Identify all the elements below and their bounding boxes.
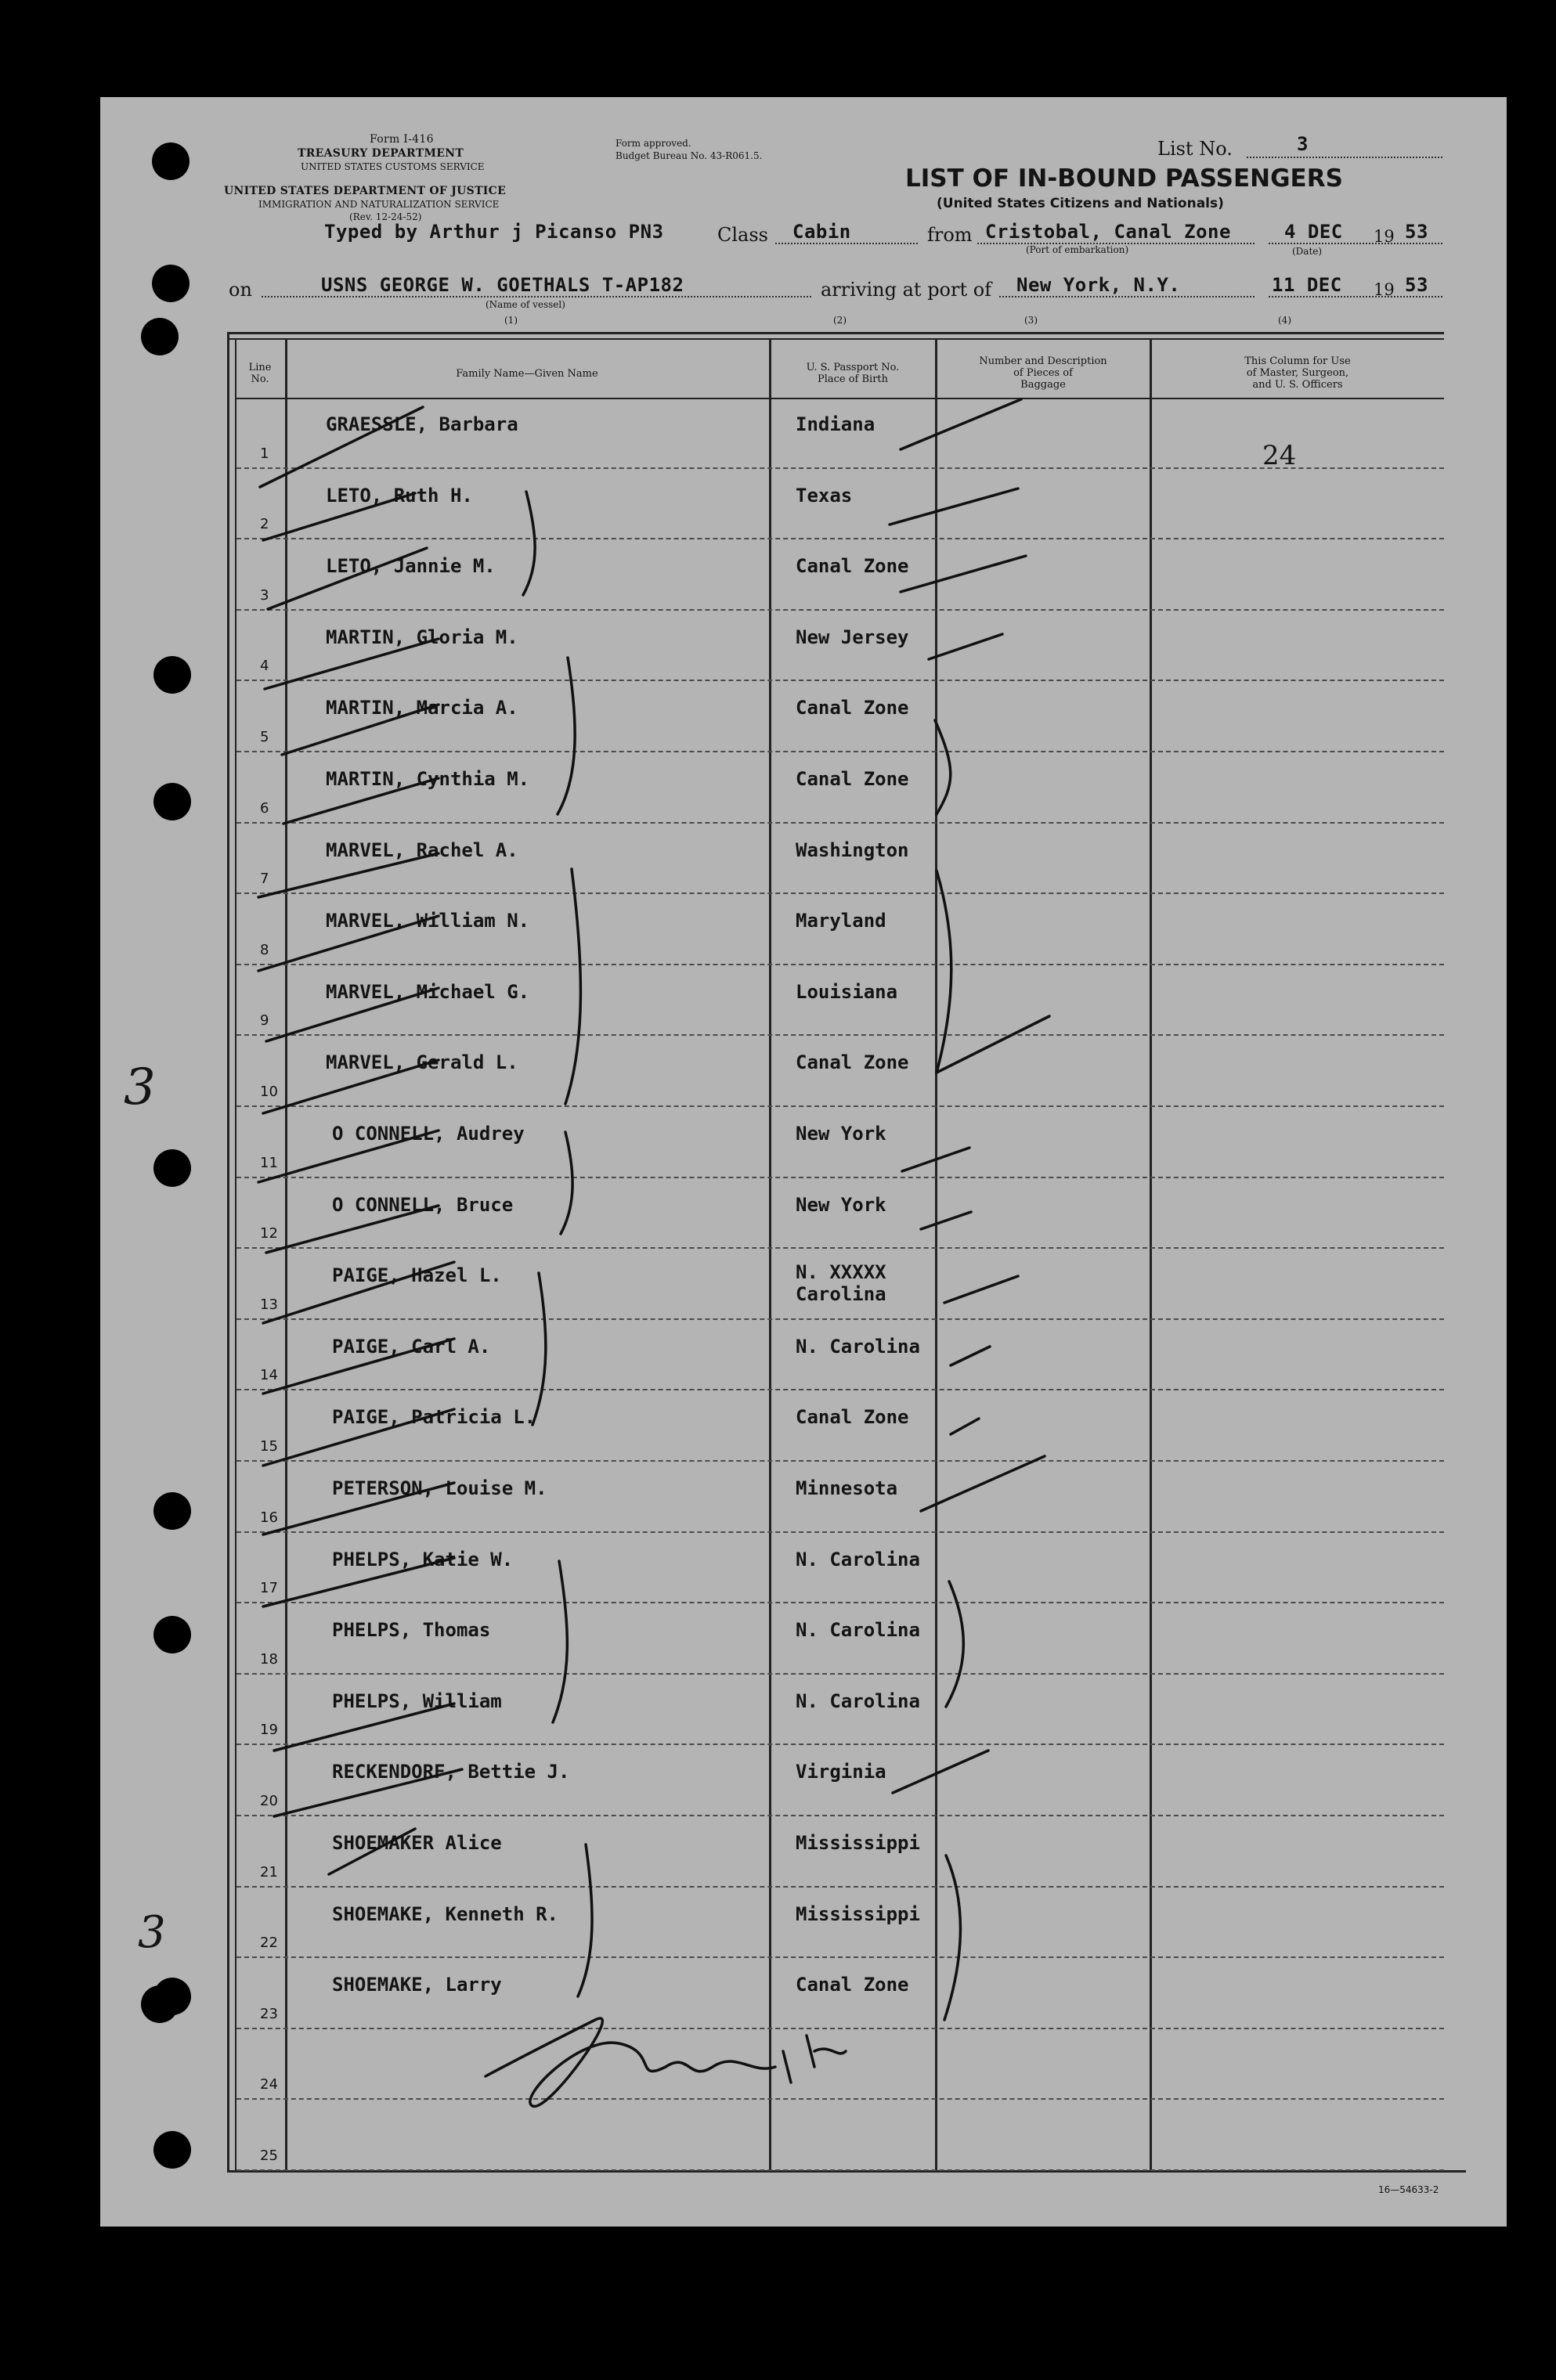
customs-service: UNITED STATES CUSTOMS SERVICE xyxy=(301,161,485,172)
passenger-name: MARVEL, Gerald L. xyxy=(326,1051,518,1074)
margin-mark: 3 xyxy=(138,1907,166,1958)
place-of-birth: Minnesota xyxy=(796,1477,898,1499)
checkmark xyxy=(263,1409,454,1466)
line-number: 7 xyxy=(260,871,269,888)
tick-mark xyxy=(901,399,1021,449)
line-number: 22 xyxy=(260,1935,278,1952)
header-passport: U. S. Passport No. Place of Birth xyxy=(806,362,900,385)
tick-mark xyxy=(944,1276,1018,1303)
revision: (Rev. 12-24-52) xyxy=(349,211,422,222)
family-bracket xyxy=(523,492,535,595)
from-label: from xyxy=(927,224,973,246)
line-number: 16 xyxy=(260,1509,278,1526)
passenger-name: MARVEL, Rachel A. xyxy=(326,838,518,861)
family-bracket xyxy=(553,1561,567,1722)
place-of-birth: Louisiana xyxy=(796,980,898,1003)
arrival-port: New York, N.Y. xyxy=(1016,274,1181,296)
place-of-birth: N. XXXXX Carolina xyxy=(796,1261,886,1306)
line-number: 5 xyxy=(260,729,269,745)
passenger-name: PHELPS, Katie W. xyxy=(332,1548,514,1570)
line-number: 10 xyxy=(260,1084,278,1100)
tick-mark xyxy=(902,1148,969,1171)
tick-mark xyxy=(893,1751,988,1793)
place-of-birth: New York xyxy=(796,1123,886,1145)
embarkation-port: Cristobal, Canal Zone xyxy=(985,221,1231,243)
list-no-value: 3 xyxy=(1297,133,1309,155)
vessel-label: (Name of vessel) xyxy=(486,299,565,310)
embark-date-day: 4 DEC xyxy=(1284,221,1343,243)
family-bracket xyxy=(946,1581,963,1707)
place-of-birth: Canal Zone xyxy=(796,1051,909,1074)
col-num-1: (1) xyxy=(504,315,518,326)
col-num-3: (3) xyxy=(1024,315,1038,326)
line-number: 2 xyxy=(260,516,269,533)
line-number: 1 xyxy=(260,445,269,462)
passenger-name: PAIGE, Hazel L. xyxy=(332,1264,502,1287)
passenger-name: GRAESSLE, Barbara xyxy=(326,413,518,435)
line-number: 21 xyxy=(260,1863,278,1881)
passenger-name: PETERSON, Louise M. xyxy=(332,1477,547,1499)
passenger-name: MARVEL, William N. xyxy=(326,910,530,932)
place-of-birth: Canal Zone xyxy=(796,555,909,578)
form-footer-code: 16—54633-2 xyxy=(1378,2184,1439,2195)
checkmark xyxy=(263,1483,454,1534)
place-of-birth: Mississippi xyxy=(796,1902,920,1925)
tick-mark xyxy=(921,1212,971,1229)
checkmark xyxy=(263,1558,454,1606)
family-bracket xyxy=(558,658,575,814)
passenger-name: MARTIN, Gloria M. xyxy=(326,626,518,648)
vessel-name: USNS GEORGE W. GOETHALS T-AP182 xyxy=(321,274,684,296)
form-number: Form I-416 xyxy=(370,133,434,146)
embarkation-label: (Port of embarkation) xyxy=(1026,244,1129,255)
place-of-birth: New Jersey xyxy=(796,626,909,648)
header-baggage: Number and Description of Pieces of Baggage xyxy=(979,355,1107,391)
line-number: 12 xyxy=(260,1225,278,1242)
place-of-birth: Canal Zone xyxy=(796,1406,909,1429)
family-bracket xyxy=(533,1273,546,1425)
ins-service: IMMIGRATION AND NATURALIZATION SERVICE xyxy=(258,199,500,210)
arrival-date-19: 19 xyxy=(1374,280,1395,299)
line-number: 24 xyxy=(260,2076,278,2093)
checkmark xyxy=(263,1339,454,1394)
line-number: 6 xyxy=(260,799,269,817)
arrival-date-year: 53 xyxy=(1405,274,1428,296)
place-of-birth: Washington xyxy=(796,838,909,861)
checkmark xyxy=(265,639,439,689)
form-approved: Form approved. xyxy=(616,138,691,149)
embark-date-year: 53 xyxy=(1405,221,1428,243)
place-of-birth: New York xyxy=(796,1193,886,1216)
family-bracket xyxy=(578,1844,592,1996)
checkmark xyxy=(258,853,439,897)
family-bracket xyxy=(944,1855,961,2020)
tick-mark xyxy=(890,489,1018,525)
class-value: Cabin xyxy=(792,221,851,243)
place-of-birth: N. Carolina xyxy=(796,1619,920,1642)
place-of-birth: Maryland xyxy=(796,910,886,932)
family-bracket xyxy=(561,1132,572,1234)
place-of-birth: N. Carolina xyxy=(796,1548,920,1570)
line-number: 23 xyxy=(260,2005,278,2022)
margin-mark: 3 xyxy=(124,1058,156,1116)
passenger-name: O CONNELL, Bruce xyxy=(332,1193,514,1216)
passenger-name: SHOEMAKE, Kenneth R. xyxy=(332,1902,558,1925)
family-bracket xyxy=(937,871,951,1073)
line-number: 9 xyxy=(260,1012,269,1030)
line-number: 18 xyxy=(260,1650,278,1668)
checkmark xyxy=(274,1704,454,1751)
arrival-date-day: 11 DEC xyxy=(1272,274,1342,296)
passenger-name: O CONNELL, Audrey xyxy=(332,1123,525,1145)
checkmark xyxy=(263,1262,454,1323)
place-of-birth: Indiana xyxy=(796,413,875,435)
line-number: 11 xyxy=(260,1154,278,1171)
line-number: 20 xyxy=(260,1793,278,1809)
checkmark xyxy=(329,1829,415,1874)
budget-bureau: Budget Bureau No. 43-R061.5. xyxy=(616,150,763,161)
arriving-label: arriving at port of xyxy=(821,279,992,301)
place-of-birth: N. Carolina xyxy=(796,1335,920,1358)
passenger-name: PHELPS, William xyxy=(332,1689,502,1712)
passenger-name: PAIGE, Carl A. xyxy=(332,1335,491,1358)
tick-mark xyxy=(921,1456,1045,1511)
passenger-name: MARVEL, Michael G. xyxy=(326,980,530,1003)
passenger-name: PAIGE, Patricia L. xyxy=(332,1406,536,1429)
list-no-label: List No. xyxy=(1157,138,1233,160)
header-name: Family Name—Given Name xyxy=(456,368,598,380)
header-line-no: Line No. xyxy=(248,362,272,385)
tick-mark xyxy=(937,1016,1049,1073)
place-of-birth: Canal Zone xyxy=(796,697,909,719)
family-bracket xyxy=(565,869,580,1104)
place-of-birth: Canal Zone xyxy=(796,1974,909,1996)
place-of-birth: Mississippi xyxy=(796,1832,920,1854)
checkmark xyxy=(258,1130,439,1182)
line-number: 17 xyxy=(260,1580,278,1597)
tick-mark xyxy=(951,1347,990,1365)
officer-note: 24 xyxy=(1262,440,1297,471)
checkmark xyxy=(274,1769,462,1816)
line-number: 15 xyxy=(260,1438,278,1455)
checkmark xyxy=(282,705,439,755)
passenger-name: MARTIN, Marcia A. xyxy=(326,697,518,719)
line-number: 3 xyxy=(260,586,269,604)
passenger-name: SHOEMAKE, Larry xyxy=(332,1974,502,1996)
family-bracket xyxy=(935,720,951,814)
tick-mark xyxy=(929,634,1002,659)
col-num-4: (4) xyxy=(1278,315,1291,326)
treasury-dept: TREASURY DEPARTMENT xyxy=(298,147,464,160)
typed-by: Typed by Arthur j Picanso PN3 xyxy=(324,221,664,243)
place-of-birth: Canal Zone xyxy=(796,768,909,790)
passenger-name: SHOEMAKER Alice xyxy=(332,1832,502,1854)
line-number: 8 xyxy=(260,941,269,958)
embark-date-19: 19 xyxy=(1374,227,1395,246)
line-number: 19 xyxy=(260,1722,278,1739)
checkmark xyxy=(266,988,439,1041)
line-number: 25 xyxy=(260,2147,278,2164)
page-title: LIST OF IN-BOUND PASSENGERS xyxy=(905,164,1343,193)
checkmark xyxy=(283,778,439,824)
checkmark xyxy=(263,1060,439,1113)
line-number: 13 xyxy=(260,1296,278,1313)
line-number: 14 xyxy=(260,1367,278,1384)
place-of-birth: Texas xyxy=(796,484,853,507)
passenger-name: LETO, Jannie M. xyxy=(326,555,496,578)
checkmark xyxy=(260,407,423,487)
col-num-2: (2) xyxy=(833,315,847,326)
passenger-name: PHELPS, Thomas xyxy=(332,1619,491,1642)
page-subtitle: (United States Citizens and Nationals) xyxy=(937,196,1224,211)
justice-dept: UNITED STATES DEPARTMENT OF JUSTICE xyxy=(224,185,507,197)
checkmark xyxy=(266,1206,439,1253)
passenger-name: RECKENDORF, Bettie J. xyxy=(332,1761,570,1783)
signature xyxy=(486,2018,846,2106)
passenger-name: LETO, Ruth H. xyxy=(326,484,473,507)
checkmark xyxy=(258,916,439,971)
header-officers: This Column for Use of Master, Surgeon, and U. S. Officers xyxy=(1244,355,1351,391)
date-label: (Date) xyxy=(1292,246,1323,257)
checkmark xyxy=(268,548,427,609)
class-label: Class xyxy=(717,224,768,246)
place-of-birth: N. Carolina xyxy=(796,1689,920,1712)
passenger-name: MARTIN, Cynthia M. xyxy=(326,768,530,790)
checkmark xyxy=(263,493,415,540)
line-number: 4 xyxy=(260,658,269,675)
on-label: on xyxy=(229,279,252,301)
tick-mark xyxy=(951,1419,979,1434)
tick-mark xyxy=(901,556,1026,592)
place-of-birth: Virginia xyxy=(796,1761,886,1783)
